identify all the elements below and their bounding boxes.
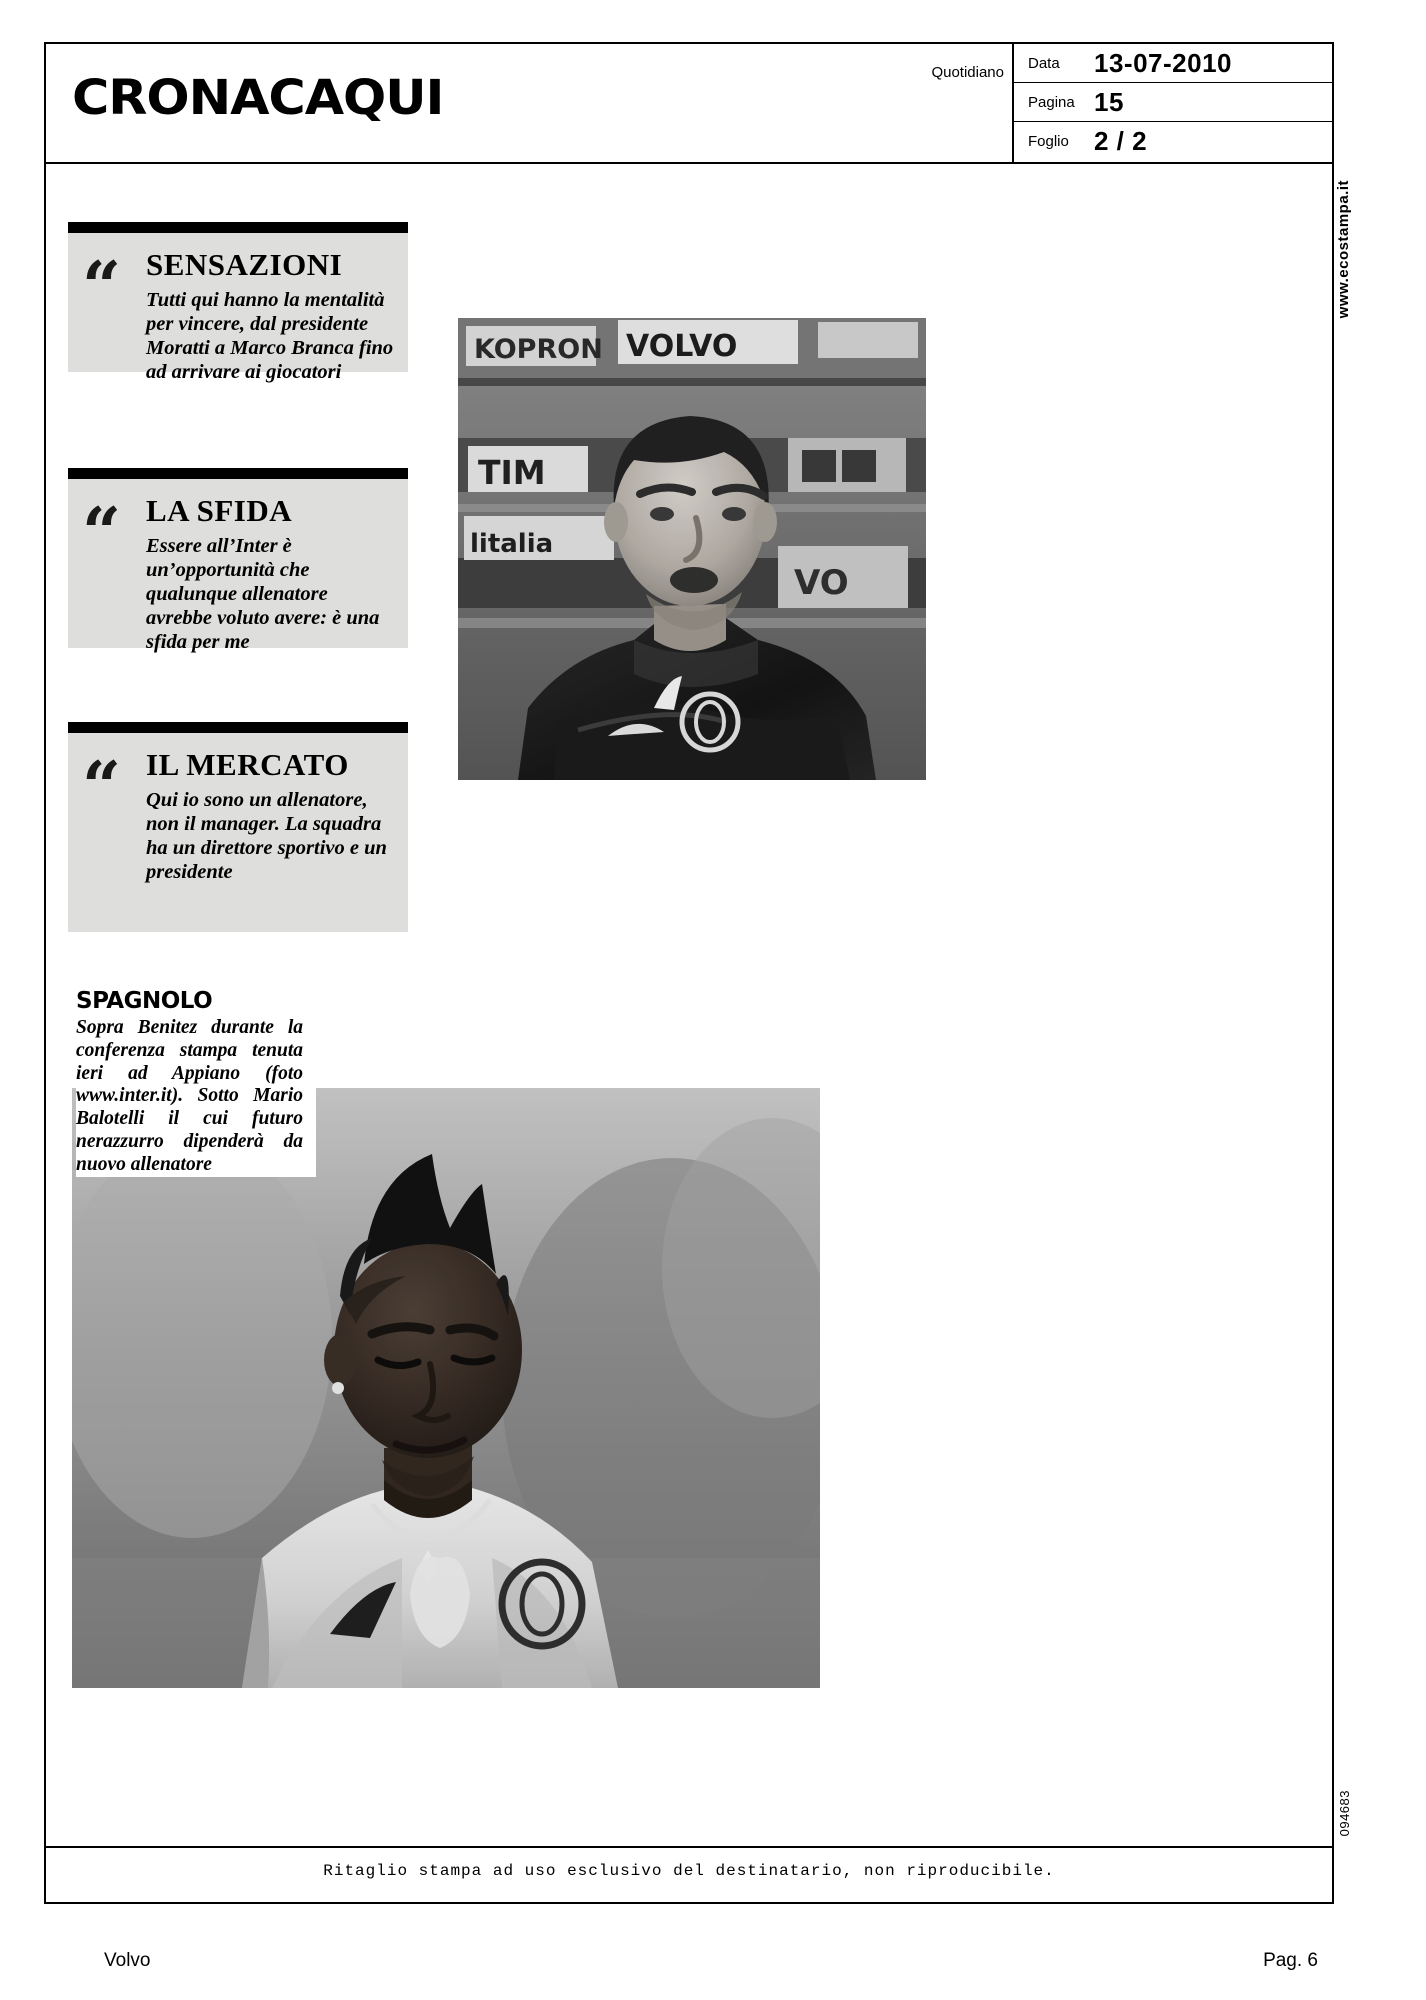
meta-value-foglio: 2 / 2 — [1094, 126, 1148, 156]
photo-balotelli-graphic — [72, 1088, 820, 1688]
photo-balotelli — [72, 1088, 820, 1688]
publication-title: CRONACAQUI — [72, 70, 444, 126]
meta-row-pagina — [1014, 83, 1332, 122]
photo-benitez — [458, 318, 926, 780]
quote-mark-icon: “ — [82, 747, 122, 827]
meta-key-pagina: Pagina — [1028, 94, 1075, 111]
meta-box — [1012, 44, 1332, 162]
source-website: www.ecostampa.it — [1335, 180, 1352, 319]
masthead — [44, 42, 1334, 164]
meta-value-pagina: 15 — [1094, 87, 1124, 117]
svg-text:KOPRON: KOPRON — [474, 334, 603, 365]
meta-key-data: Data — [1028, 55, 1060, 72]
reuse-notice-bar — [46, 1846, 1332, 1902]
pullquote-text: Qui io sono un allenatore, non il manager. La squadra ha un direttore sportivo e un presidente — [146, 789, 387, 883]
svg-text:VO: VO — [794, 563, 849, 603]
svg-text:TIM: TIM — [478, 453, 546, 492]
pullquote-heading: SENSAZIONI — [146, 247, 343, 282]
svg-text:VOLVO: VOLVO — [626, 329, 738, 364]
quote-mark-icon: “ — [82, 493, 122, 573]
footer-keyword: Volvo — [104, 1950, 151, 1971]
meta-value-data: 13-07-2010 — [1094, 48, 1232, 78]
footer-page-number: Pag. 6 — [1263, 1950, 1318, 1971]
reuse-notice-text: Ritaglio stampa ad uso esclusivo del destinatario, non riproducibile. — [323, 1862, 1055, 1880]
photo-caption — [76, 988, 316, 1177]
meta-row-foglio — [1014, 122, 1332, 161]
meta-key-foglio: Foglio — [1028, 133, 1069, 150]
clipping-code: 094683 — [1337, 1790, 1352, 1837]
svg-text:litalia: litalia — [470, 529, 554, 559]
meta-row-data — [1014, 44, 1332, 83]
pullquote-text: Tutti qui hanno la mentalità per vincere, dal presidente Moratti a Marco Branca fino ad arrivare ai giocatori — [146, 289, 394, 383]
pullquote-sensazioni — [68, 222, 408, 383]
periodicity-label: Quotidiano — [931, 64, 1004, 81]
pullquote-text: Essere all’Inter è un’opportunità che qualunque allenatore avrebbe voluto avere: è una sfida per me — [146, 535, 380, 653]
caption-title: SPAGNOLO — [76, 988, 213, 1014]
caption-text: Sopra Benitez durante la conferenza stampa tenuta ieri ad Appiano (foto www.inter.it). Sotto Mario Balotelli il cui futuro nerazzurro dipenderà da nuovo allenatore — [76, 1017, 303, 1175]
pullquote-il-mercato — [68, 722, 408, 932]
photo-benitez-graphic — [458, 318, 926, 780]
pullquote-la-sfida — [68, 468, 408, 653]
pullquote-heading: LA SFIDA — [146, 493, 293, 528]
pullquote-heading: IL MERCATO — [146, 747, 349, 782]
quote-mark-icon: “ — [82, 247, 122, 327]
